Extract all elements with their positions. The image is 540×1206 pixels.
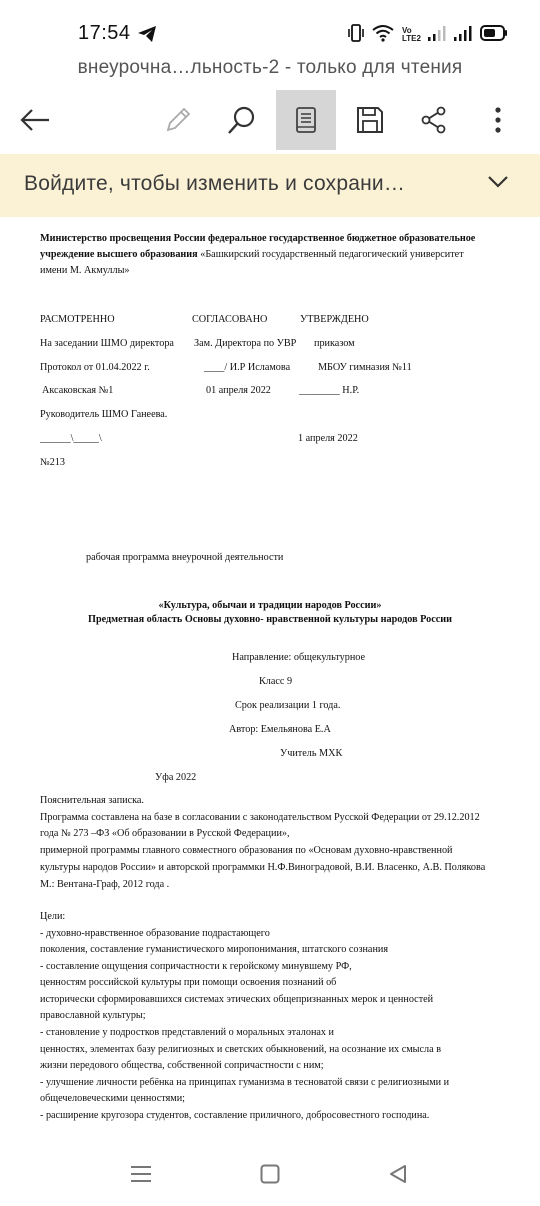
goals-line: жизни передового общества, собственной сопричастности с ним; — [40, 1060, 324, 1071]
goals-line: православной культуры; — [40, 1010, 146, 1021]
status-time: 17:54 — [78, 22, 131, 44]
back-nav-button[interactable] — [384, 1160, 412, 1188]
approval-col1-line: Аксаковская №1 — [42, 385, 114, 396]
author-role: Учитель МХК — [280, 748, 343, 759]
approval-col1-line: №213 — [40, 457, 66, 468]
document-title: внеурочна…льность-2 - только для чтения — [77, 57, 463, 78]
goals-line: - становление у подростков представлений о моральных эталонах и — [40, 1027, 335, 1038]
approval-col2-line: Зам. Директора по УВР — [194, 338, 297, 349]
signal-icon — [428, 25, 446, 46]
doc-header-line — [40, 249, 464, 261]
telegram-icon — [137, 25, 157, 48]
sign-in-banner[interactable] — [0, 154, 540, 217]
wifi-icon — [372, 24, 394, 47]
approval-col1-line: Руководитель ШМО Ганеева. — [40, 409, 168, 420]
approval-col2-line: 01 апреля 2022 — [206, 385, 271, 396]
vibrate-icon — [348, 24, 364, 47]
system-navigation-bar — [0, 1142, 540, 1206]
city-year: Уфа 2022 — [155, 772, 197, 783]
course-title: «Культура, обычаи и традиции народов России» — [158, 600, 382, 611]
approval-col1-line: ______\_____\ — [40, 433, 102, 444]
approval-col1-line: Протокол от 01.04.2022 г. — [40, 362, 150, 373]
back-triangle-icon — [388, 1164, 408, 1184]
sign-in-banner-text: Войдите, чтобы изменить и сохрани… — [24, 172, 406, 195]
duration: Срок реализации 1 года. — [235, 700, 341, 711]
share-icon — [420, 106, 448, 134]
search-icon — [227, 105, 257, 135]
goals-line: поколения, составление гуманистического миропонимания, штатского сознания — [40, 944, 389, 955]
document-page — [0, 217, 540, 1142]
body-line: примерной программы главного совместного образования по «Основам духовно-нравственной — [40, 845, 453, 856]
approval-col1-line: На заседании ШМО директора — [40, 338, 174, 349]
direction: Направление: общекультурное — [232, 652, 366, 663]
goals-line: общечеловеческими ценностями; — [40, 1093, 185, 1104]
pencil-icon — [164, 106, 192, 134]
edit-button[interactable] — [148, 90, 208, 150]
save-button[interactable] — [340, 90, 400, 150]
battery-icon — [480, 25, 508, 46]
goals-line: ценностям российской культуры при помощи освоения познаний об — [40, 977, 337, 988]
body-line: культуры народов России» и авторской программки Н.Ф.Виноградовой, В.И. Власенко, А.В. Полякова — [40, 862, 486, 873]
doc-header-line: имени М. Акмуллы» — [40, 265, 130, 276]
approval-col2-title: СОГЛАСОВАНО — [192, 314, 268, 325]
back-arrow-icon — [20, 109, 50, 131]
body-line: М.: Вентана-Граф, 2012 года . — [40, 879, 170, 890]
signal-icon — [454, 25, 472, 46]
volte-icon: Vo LTE2 — [402, 26, 421, 43]
chevron-down-icon[interactable] — [487, 175, 509, 194]
doc-header-bold: учреждение высшего образования — [40, 249, 198, 260]
search-button[interactable] — [212, 90, 272, 150]
author: Автор: Емельянова Е.А — [229, 724, 331, 735]
program-label: рабочая программа внеурочной деятельности — [86, 552, 284, 563]
goals-line: ценностях, элементах базу религиозных и светских обыкновений, на осознание их смысла в — [40, 1044, 441, 1055]
recent-apps-button[interactable] — [127, 1160, 155, 1188]
goals-line: - расширение кругозора студентов, составление приличного, добросовестного господина. — [40, 1110, 430, 1121]
reading-view-icon — [295, 106, 317, 134]
approval-col3-line: приказом — [314, 338, 355, 349]
approval-col3-line: 1 апреля 2022 — [298, 433, 358, 444]
approval-col1-title: РАСМОТРЕННО — [40, 314, 115, 325]
reading-view-button[interactable] — [276, 90, 336, 150]
more-icon — [494, 106, 502, 134]
approval-col2-line: ____/ И.Р Исламова — [204, 362, 291, 373]
menu-icon — [130, 1164, 152, 1184]
more-options-button[interactable] — [468, 90, 528, 150]
body-line: года № 273 –ФЗ «Об образовании в Русской Федерации», — [40, 828, 290, 839]
body-line: Программа составлена на базе в согласовании с законодательством Русской Федерации от 29.12.2012 — [40, 812, 480, 823]
back-button[interactable] — [5, 90, 65, 150]
share-button[interactable] — [404, 90, 464, 150]
home-icon — [260, 1164, 280, 1184]
approval-col3-title: УТВЕРЖДЕНО — [300, 314, 369, 325]
goals-line: исторически сформировавшихся системах этических общепризнанных мерок и ценностей — [40, 994, 434, 1005]
goals-line: - духовно-нравственное образование подрастающего — [40, 928, 270, 939]
toolbar — [0, 90, 540, 150]
doc-header-normal: «Башкирский государственный педагогический университет — [197, 249, 464, 260]
goals-line: - составление ощущения сопричастности к геройскому минувшему РФ, — [40, 961, 352, 972]
grade: Класс 9 — [259, 676, 293, 687]
body-line: Пояснительная записка. — [40, 795, 144, 806]
save-icon — [356, 106, 384, 134]
doc-header-line: Министерство просвещения России федеральное государственное бюджетное образовательное — [40, 233, 476, 244]
home-button[interactable] — [256, 1160, 284, 1188]
approval-col3-line: ________ Н.Р. — [299, 385, 360, 396]
subject-area: Предметная область Основы духовно- нравственной культуры народов России — [88, 614, 452, 625]
goals-line: Цели: — [40, 911, 66, 922]
goals-line: - улучшение личности ребёнка на принципах гуманизма в тесноватой связи с религиозными и — [40, 1077, 450, 1088]
approval-col3-line: МБОУ гимназия №11 — [318, 362, 412, 373]
status-icons — [348, 22, 508, 48]
